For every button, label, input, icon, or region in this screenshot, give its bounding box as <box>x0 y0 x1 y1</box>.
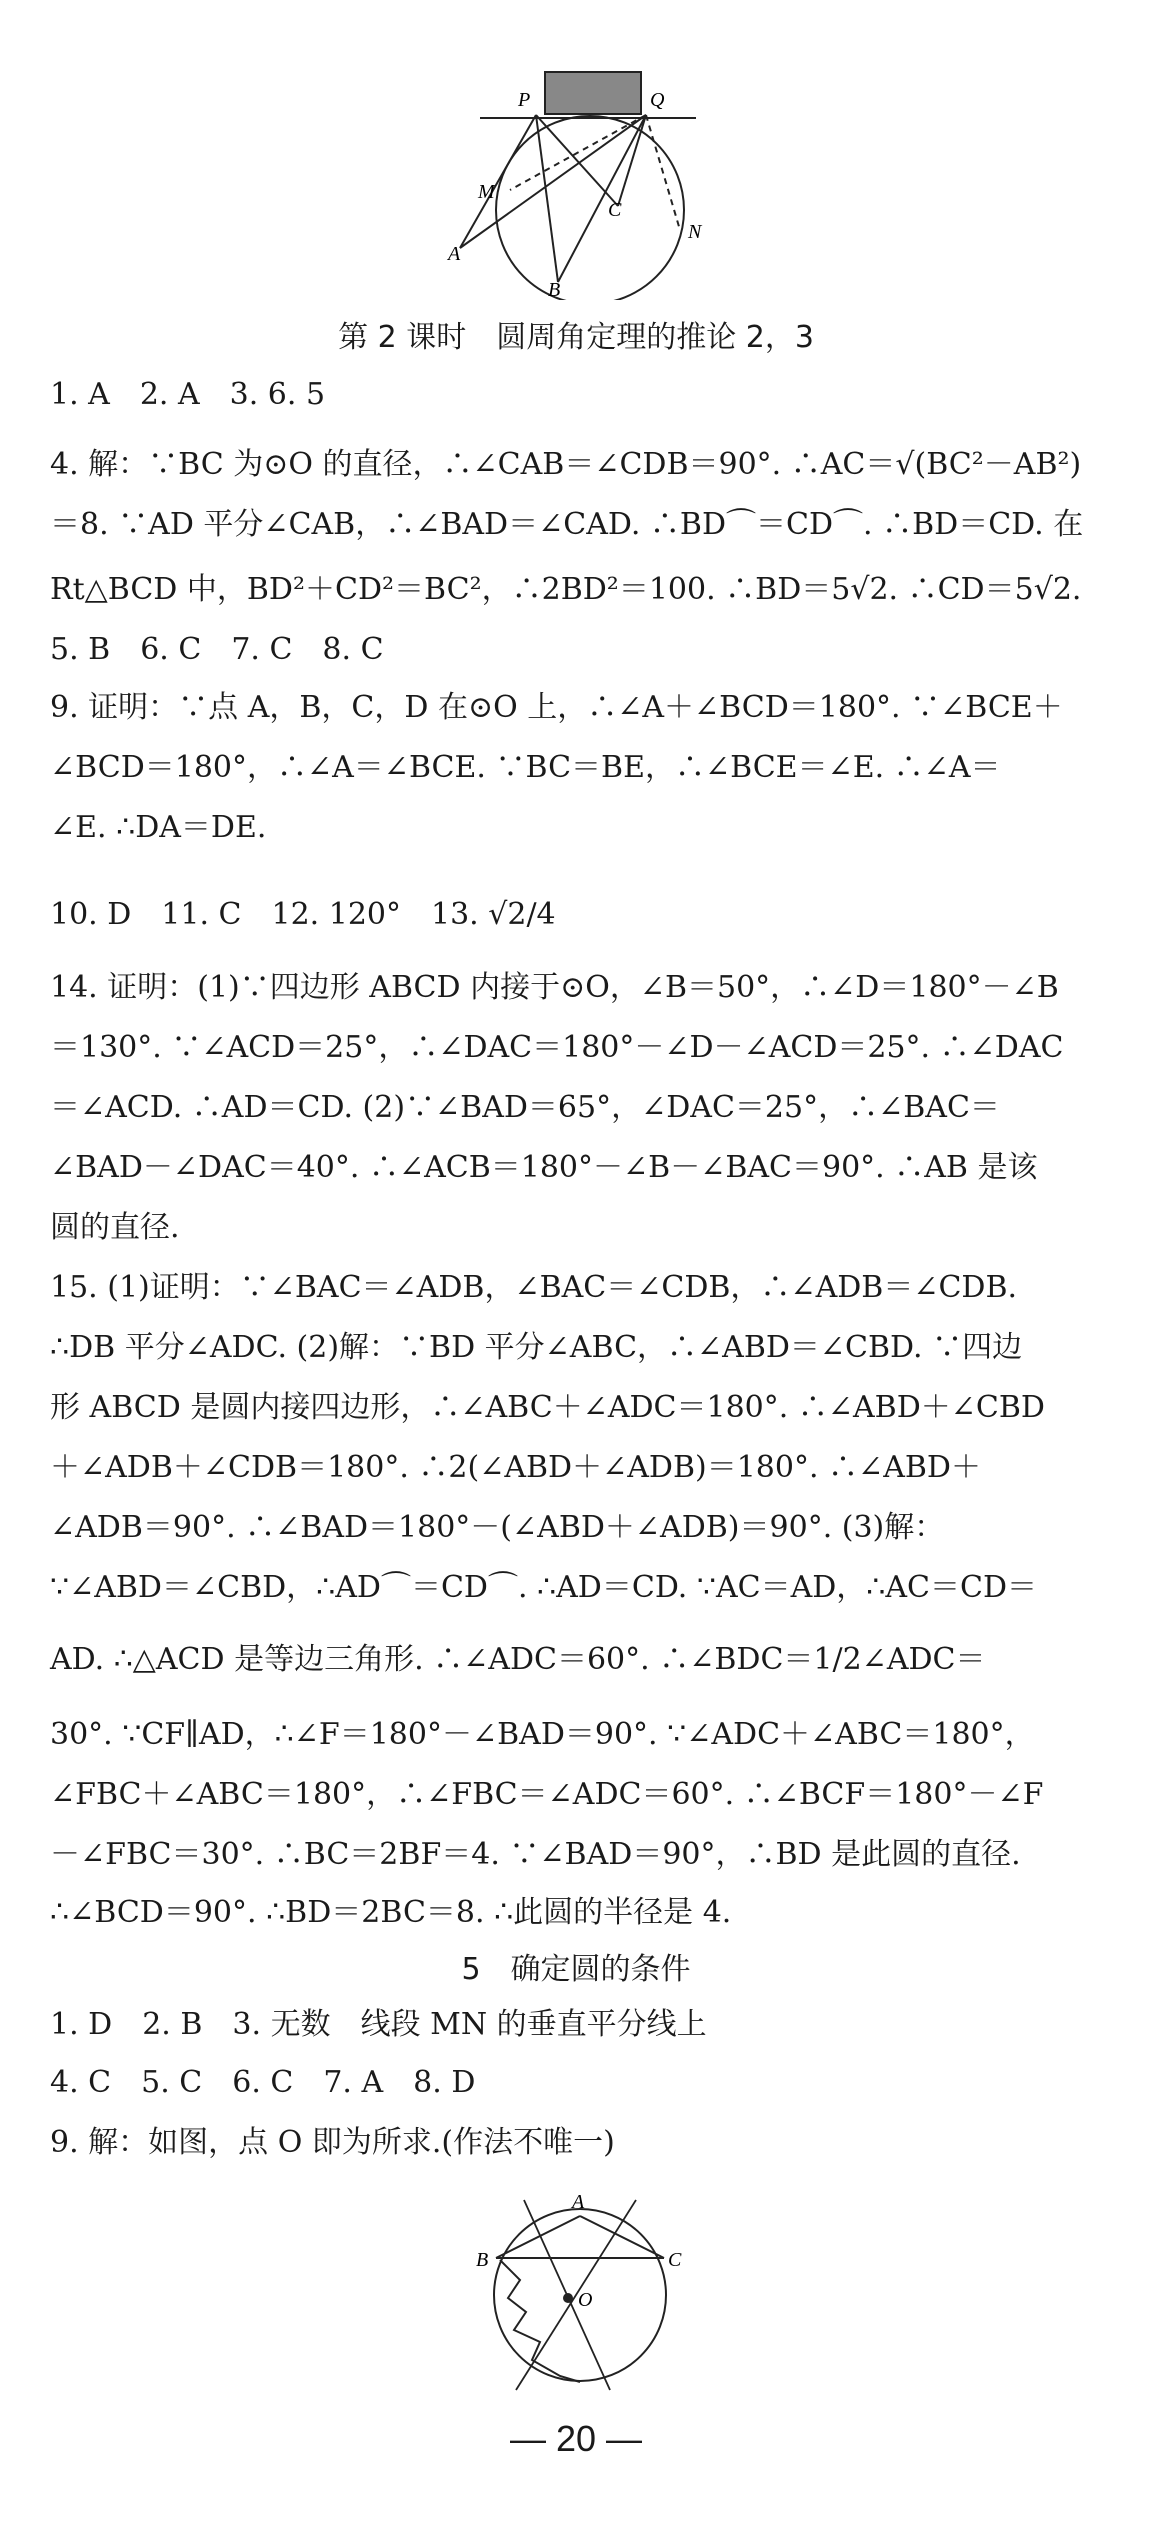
label-P: P <box>518 89 531 111</box>
text-line: 9. 解：如图，点 O 即为所求.(作法不唯一) <box>50 2125 615 2160</box>
text-line: ∠BAD－∠DAC＝40°. ∴∠ACB＝180°－∠B－∠BAC＝90°. ∴AB 是该 <box>50 1150 1038 1185</box>
text-line: 14. 证明：(1)∵四边形 ABCD 内接于⊙O，∠B＝50°，∴∠D＝180°－∠B <box>50 970 1059 1005</box>
label-M: M <box>478 181 495 203</box>
text-line: 15. (1)证明：∵∠BAC＝∠ADB，∠BAC＝∠CDB，∴∠ADB＝∠CDB. <box>50 1270 1018 1305</box>
center-point <box>563 2293 573 2303</box>
label-B: B <box>476 2249 489 2271</box>
label-Q: Q <box>650 89 665 111</box>
text-line: 4. C 5. C 6. C 7. A 8. D <box>50 2065 476 2100</box>
text-line: ∠BCD＝180°，∴∠A＝∠BCE. ∵BC＝BE，∴∠BCE＝∠E. ∴∠A＝ <box>50 750 1001 785</box>
label-C: C <box>668 2249 682 2271</box>
text-line: ∴DB 平分∠ADC. (2)解：∵BD 平分∠ABC，∴∠ABD＝∠CBD. ∵四边 <box>50 1330 1023 1365</box>
text-line: Rt△BCD 中，BD²＋CD²＝BC²，∴2BD²＝100. ∴BD＝5√2. ∴CD＝5√2. <box>50 572 1082 607</box>
label-C: C <box>608 199 622 221</box>
torn-edge <box>500 2260 580 2382</box>
figure-circle-pq <box>440 60 710 300</box>
text-line: 1. D 2. B 3. 无数 线段 MN 的垂直平分线上 <box>50 2007 707 2042</box>
text-line: ＝8. ∵AD 平分∠CAB，∴∠BAD＝∠CAD. ∴BD⌒＝CD⌒. ∴BD＝CD. 在 <box>50 507 1084 542</box>
text-line: －∠FBC＝30°. ∴BC＝2BF＝4. ∵∠BAD＝90°，∴BD 是此圆的直径. <box>50 1837 1021 1872</box>
text-line: ＝∠ACD. ∴AD＝CD. (2)∵∠BAD＝65°，∠DAC＝25°，∴∠BAC＝ <box>50 1090 1000 1125</box>
text-line: 4. 解：∵BC 为⊙O 的直径，∴∠CAB＝∠CDB＝90°. ∴AC＝√(BC²－AB²) <box>50 447 1082 482</box>
text-line: ＋∠ADB＋∠CDB＝180°. ∴2(∠ABD＋∠ADB)＝180°. ∴∠ABD＋ <box>50 1450 981 1485</box>
section-title-2: 5 确定圆的条件 <box>461 1952 691 1987</box>
page-number: — 20 — <box>509 2418 643 2459</box>
text-line: 1. A 2. A 3. 6. 5 <box>50 377 326 412</box>
section-title: 第 2 课时 圆周角定理的推论 2，3 <box>338 320 814 355</box>
text-line: ∴∠BCD＝90°. ∴BD＝2BC＝8. ∴此圆的半径是 4. <box>50 1895 732 1930</box>
text-line: 30°. ∵CF∥AD，∴∠F＝180°－∠BAD＝90°. ∵∠ADC＋∠ABC＝180°， <box>50 1717 1035 1752</box>
text-line: ∵∠ABD＝∠CBD，∴AD⌒＝CD⌒. ∴AD＝CD. ∵AC＝AD，∴AC＝CD＝ <box>50 1570 1038 1605</box>
label-B: B <box>548 279 561 300</box>
text-line: ＝130°. ∵∠ACD＝25°，∴∠DAC＝180°－∠D－∠ACD＝25°. ∴∠DAC <box>50 1030 1064 1065</box>
text-line: 形 ABCD 是圆内接四边形，∴∠ABC＋∠ADC＝180°. ∴∠ABD＋∠CBD <box>50 1390 1045 1425</box>
text-line: 5. B 6. C 7. C 8. C <box>50 632 384 667</box>
label-O: O <box>578 2289 593 2311</box>
text-line: ∠ADB＝90°. ∴∠BAD＝180°－(∠ABD＋∠ADB)＝90°. (3)解： <box>50 1510 945 1545</box>
label-A: A <box>572 2191 585 2213</box>
label-N: N <box>688 221 702 243</box>
text-line: AD. ∴△ACD 是等边三角形. ∴∠ADC＝60°. ∴∠BDC＝1/2∠ADC＝ <box>50 1642 986 1677</box>
text-line: 10. D 11. C 12. 120° 13. √2/4 <box>50 897 556 932</box>
circle <box>496 116 684 300</box>
figure-circle-construction <box>460 2180 700 2410</box>
text-line: ∠FBC＋∠ABC＝180°，∴∠FBC＝∠ADC＝60°. ∴∠BCF＝180°－∠F <box>50 1777 1044 1812</box>
shaded-rect <box>545 72 641 114</box>
text-line: 9. 证明：∵点 A，B，C，D 在⊙O 上，∴∠A＋∠BCD＝180°. ∵∠BCE＋ <box>50 690 1063 725</box>
text-line: 圆的直径. <box>50 1210 180 1245</box>
text-line: ∠E. ∴DA＝DE. <box>50 810 267 845</box>
label-A: A <box>448 243 461 265</box>
